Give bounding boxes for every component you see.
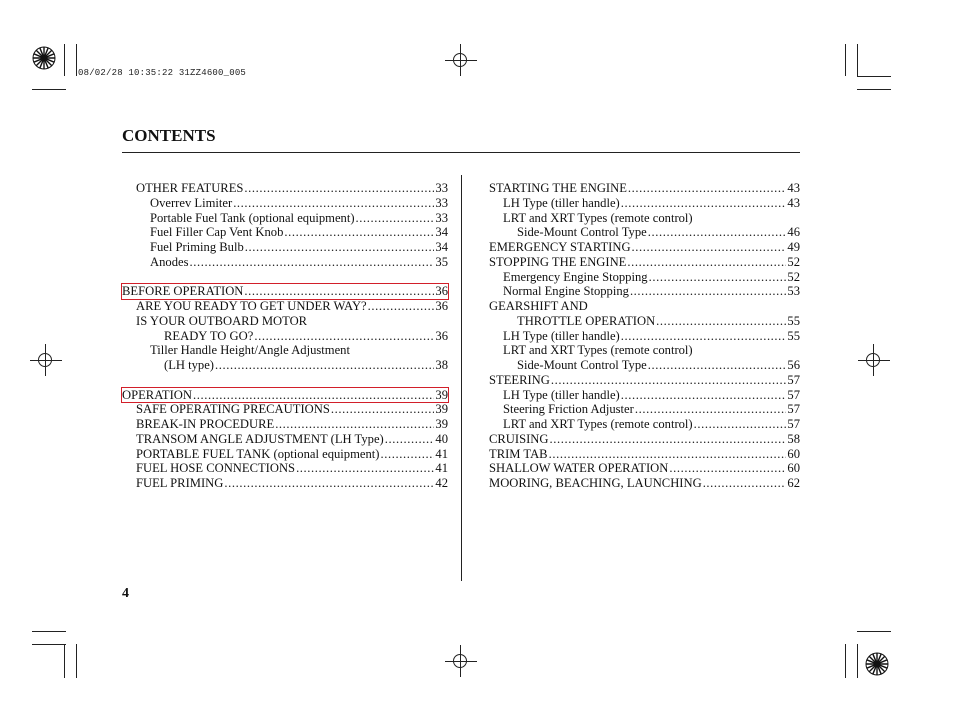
toc-right-column [489, 181, 800, 491]
toc-entry-title: LH Type (tiller handle) [503, 328, 620, 343]
toc-entry[interactable] [122, 211, 448, 226]
toc-spacer [122, 270, 448, 285]
toc-dot-leader [380, 447, 434, 462]
toc-entry-title: Fuel Filler Cap Vent Knob [150, 225, 284, 240]
toc-entry[interactable] [122, 417, 448, 432]
toc-entry[interactable] [489, 432, 800, 447]
toc-section-link[interactable] [122, 388, 448, 403]
toc-page-number: 53 [787, 284, 800, 299]
toc-entry[interactable] [122, 181, 448, 196]
toc-entry-title: OTHER FEATURES [136, 181, 244, 195]
toc-entry-title: EMERGENCY STARTING [489, 240, 631, 254]
toc-page-number: 49 [787, 240, 800, 254]
toc-dot-leader [648, 358, 787, 373]
toc-entry-title: STARTING THE ENGINE [489, 181, 627, 195]
toc-entry-title: Side-Mount Control Type [517, 358, 647, 372]
toc-entry[interactable] [489, 211, 800, 226]
toc-dot-leader [245, 240, 435, 255]
toc-dot-leader [656, 314, 786, 329]
page-title: CONTENTS [122, 126, 216, 145]
toc-dot-leader [621, 329, 787, 344]
toc-dot-leader [549, 432, 786, 447]
toc-entry-title: Overrev Limiter [150, 195, 233, 210]
toc-entry[interactable] [122, 402, 448, 417]
registration-target-icon [865, 652, 889, 676]
toc-entry[interactable] [489, 181, 800, 196]
toc-page-number: 55 [787, 328, 800, 343]
toc-entry[interactable] [122, 255, 448, 270]
toc-dot-leader [244, 284, 434, 299]
toc-page-number: 36 [435, 328, 448, 343]
toc-entry-title: Steering Friction Adjuster [503, 402, 634, 417]
toc-entry-title: LH Type (tiller handle) [503, 195, 620, 210]
toc-dot-leader [331, 402, 435, 417]
toc-dot-leader [233, 196, 434, 211]
toc-entry[interactable] [122, 343, 448, 358]
toc-dot-leader [215, 358, 434, 373]
toc-entry[interactable] [122, 329, 448, 344]
toc-page-number: 38 [435, 358, 448, 372]
toc-dot-leader [649, 270, 787, 285]
toc-dot-leader [694, 417, 787, 432]
toc-entry[interactable] [489, 476, 800, 491]
toc-entry[interactable] [122, 432, 448, 447]
toc-entry[interactable] [489, 255, 800, 270]
toc-entry-title: LRT and XRT Types (remote control) [503, 210, 693, 225]
toc-page-number: 60 [787, 461, 800, 476]
toc-page-number: 33 [435, 181, 448, 195]
toc-page-number: 35 [435, 254, 448, 269]
toc-dot-leader [385, 432, 435, 447]
registration-target-icon [32, 46, 56, 70]
toc-entry[interactable] [122, 225, 448, 240]
toc-page-number: 33 [435, 210, 448, 225]
toc-entry-title: GEARSHIFT AND [489, 299, 588, 313]
toc-entry-title: Anodes [150, 254, 189, 269]
toc-entry-title: THROTTLE OPERATION [517, 313, 656, 328]
toc-entry-title: Emergency Engine Stopping [503, 269, 648, 284]
toc-entry[interactable] [122, 299, 448, 314]
toc-entry[interactable] [122, 461, 448, 476]
toc-dot-leader [669, 461, 786, 476]
toc-dot-leader [635, 402, 787, 417]
toc-dot-leader [703, 476, 787, 491]
toc-entry-title: OPERATION [122, 387, 192, 402]
toc-dot-leader [551, 373, 787, 388]
toc-page-number: 36 [435, 284, 448, 299]
toc-page-number: 57 [787, 372, 800, 387]
toc-entry[interactable] [122, 476, 448, 491]
toc-entry-title: SHALLOW WATER OPERATION [489, 461, 669, 476]
toc-entry-title: Normal Engine Stopping [503, 284, 629, 299]
page-number: 4 [122, 586, 129, 601]
toc-entry[interactable] [489, 284, 800, 299]
toc-entry-title: PORTABLE FUEL TANK (optional equipment) [136, 446, 380, 461]
toc-dot-leader [296, 461, 434, 476]
toc-entry-title: LRT and XRT Types (remote control) [503, 343, 693, 358]
toc-entry[interactable] [489, 358, 800, 373]
toc-entry-title: CRUISING [489, 431, 549, 446]
toc-page-number: 43 [787, 181, 800, 195]
toc-page-number: 57 [787, 402, 800, 417]
toc-dot-leader [549, 447, 787, 462]
toc-entry[interactable] [122, 240, 448, 255]
toc-page-number: 34 [435, 225, 448, 240]
toc-page-number: 52 [787, 269, 800, 284]
toc-entry-title: Tiller Handle Height/Angle Adjustment [150, 343, 350, 358]
toc-entry-title: STEERING [489, 372, 550, 387]
toc-page-number: 55 [787, 313, 800, 328]
toc-left-column [122, 181, 448, 491]
toc-entry[interactable] [489, 225, 800, 240]
toc-entry-title: BEFORE OPERATION [122, 284, 244, 299]
toc-dot-leader [189, 255, 434, 270]
toc-entry[interactable] [489, 447, 800, 462]
toc-dot-leader [648, 225, 787, 240]
print-stamp: 08/02/28 10:35:22 31ZZ4600_005 [78, 68, 247, 78]
toc-entry-title: READY TO GO? [164, 328, 254, 343]
toc-dot-leader [284, 225, 434, 240]
toc-entry[interactable] [489, 461, 800, 476]
toc-dot-leader [627, 255, 786, 270]
toc-entry[interactable] [122, 196, 448, 211]
toc-page-number: 33 [435, 195, 448, 210]
toc-entry-title: IS YOUR OUTBOARD MOTOR [136, 313, 308, 328]
toc-entry-title: FUEL HOSE CONNECTIONS [136, 461, 296, 476]
toc-entry-title: LRT and XRT Types (remote control) [503, 417, 693, 431]
toc-page-number: 39 [435, 402, 448, 417]
toc-entry-title: MOORING, BEACHING, LAUNCHING [489, 476, 702, 490]
toc-page-number: 52 [787, 254, 800, 269]
toc-dot-leader [628, 181, 786, 196]
toc-dot-leader [630, 284, 786, 299]
toc-page-number: 62 [787, 476, 800, 490]
toc-page-number: 58 [787, 431, 800, 446]
title-rule [122, 152, 800, 153]
toc-dot-leader [193, 388, 434, 403]
toc-entry[interactable] [122, 447, 448, 462]
toc-dot-leader [621, 388, 787, 403]
toc-spacer [122, 373, 448, 388]
column-divider [461, 175, 462, 581]
toc-page-number: 41 [435, 461, 448, 476]
toc-entry-title: TRANSOM ANGLE ADJUSTMENT (LH Type) [136, 431, 384, 446]
toc-entry[interactable] [489, 388, 800, 403]
toc-page-number: 43 [787, 195, 800, 210]
toc-section-link[interactable] [122, 284, 448, 299]
toc-page-number: 39 [435, 417, 448, 431]
toc-dot-leader [244, 181, 434, 196]
toc-page-number: 39 [435, 387, 448, 402]
toc-dot-leader [356, 211, 435, 226]
toc-entry-title: Side-Mount Control Type [517, 225, 647, 240]
toc-entry[interactable] [489, 314, 800, 329]
toc-entry[interactable] [489, 270, 800, 285]
toc-entry-title: FUEL PRIMING [136, 476, 224, 490]
toc-dot-leader [254, 329, 434, 344]
toc-page-number: 57 [787, 417, 800, 431]
toc-entry[interactable] [122, 314, 448, 329]
toc-page-number: 60 [787, 446, 800, 461]
toc-page-number: 56 [787, 358, 800, 372]
toc-entry-title: TRIM TAB [489, 446, 548, 461]
toc-page-number: 36 [435, 299, 448, 313]
toc-entry-title: (LH type) [164, 358, 215, 372]
toc-entry-title: ARE YOU READY TO GET UNDER WAY? [136, 299, 367, 313]
toc-page-number: 40 [435, 431, 448, 446]
toc-page-number: 57 [787, 387, 800, 402]
toc-entry[interactable] [489, 343, 800, 358]
toc-dot-leader [621, 196, 787, 211]
toc-entry[interactable] [122, 358, 448, 373]
toc-entry-title: SAFE OPERATING PRECAUTIONS [136, 402, 330, 417]
toc-page-number: 41 [435, 446, 448, 461]
toc-dot-leader [632, 240, 787, 255]
toc-entry-title: Fuel Priming Bulb [150, 240, 244, 254]
toc-entry[interactable] [489, 196, 800, 211]
toc-entry-title: STOPPING THE ENGINE [489, 254, 627, 269]
toc-dot-leader [368, 299, 435, 314]
toc-entry[interactable] [489, 240, 800, 255]
toc-page-number: 42 [435, 476, 448, 490]
toc-dot-leader [224, 476, 434, 491]
toc-dot-leader [275, 417, 434, 432]
toc-entry-title: LH Type (tiller handle) [503, 387, 620, 402]
toc-entry[interactable] [489, 417, 800, 432]
toc-entry[interactable] [489, 402, 800, 417]
toc-page-number: 46 [787, 225, 800, 240]
toc-entry[interactable] [489, 299, 800, 314]
toc-entry-title: BREAK-IN PROCEDURE [136, 417, 275, 431]
toc-page-number: 34 [435, 240, 448, 254]
toc-entry[interactable] [489, 373, 800, 388]
toc-entry[interactable] [489, 329, 800, 344]
toc-entry-title: Portable Fuel Tank (optional equipment) [150, 210, 355, 225]
